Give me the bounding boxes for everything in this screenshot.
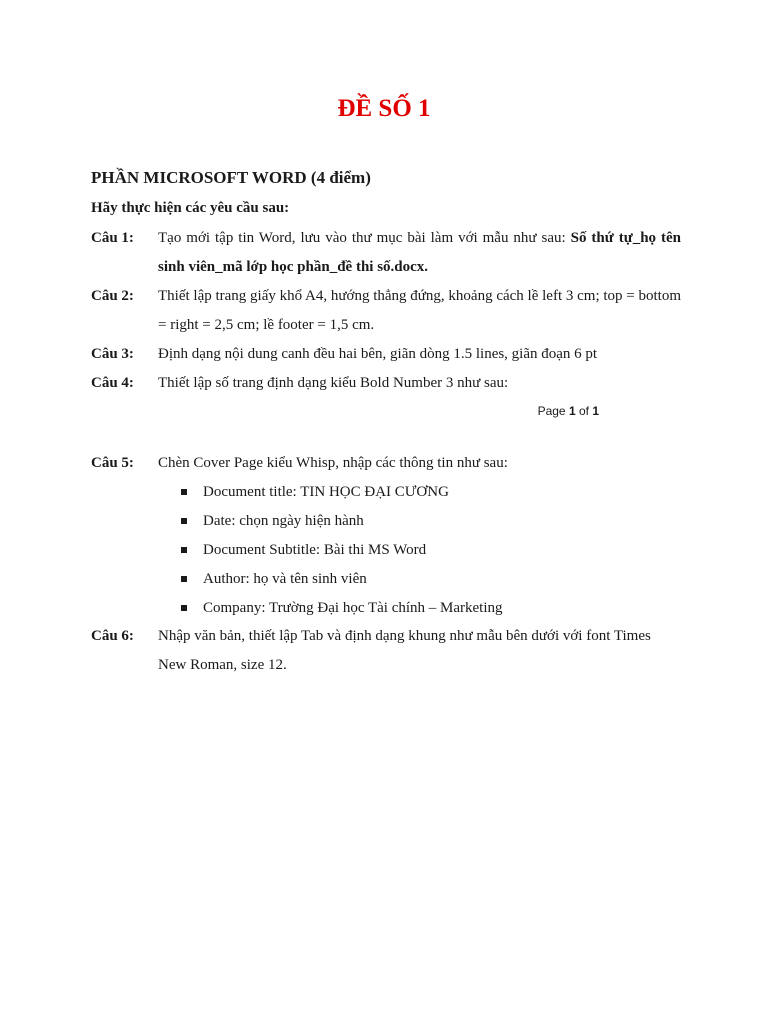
question-3 [91,340,681,369]
list-item: Author: họ và tên sinh viên [181,565,503,594]
square-bullet-icon [181,547,187,553]
list-item: Company: Trường Đại học Tài chính – Marketing [181,594,503,623]
square-bullet-icon [181,489,187,495]
question-label: Câu 3: [91,346,134,362]
question-text: Thiết lập trang giấy khổ A4, hướng thẳng đứng, khoảng cách lề left 3 cm; top = bottom = right = 2,5 cm; lề footer = 1,5 cm. [158,288,681,333]
cover-page-info-list [181,478,503,623]
question-label: Câu 2: [91,288,134,304]
list-item: Document title: TIN HỌC ĐẠI CƯƠNG [181,478,503,507]
question-label: Câu 4: [91,375,134,391]
question-4 [91,369,681,398]
question-label: Câu 6: [91,628,134,644]
question-label: Câu 5: [91,455,134,471]
square-bullet-icon [181,605,187,611]
page-title: ĐỀ SỐ 1 [337,95,431,122]
section-heading: PHẦN MICROSOFT WORD (4 điểm) [91,168,371,187]
question-label: Câu 1: [91,230,134,246]
question-text: Nhập văn bản, thiết lập Tab và định dạng khung như mẫu bên dưới với font Times New Roman, size 12. [158,628,651,673]
question-2 [91,282,681,340]
list-item: Date: chọn ngày hiện hành [181,507,503,536]
question-5 [91,449,681,478]
page-number-sample: Page 1 of 1 [537,404,599,418]
list-item: Document Subtitle: Bài thi MS Word [181,536,503,565]
square-bullet-icon [181,576,187,582]
question-text: Chèn Cover Page kiểu Whisp, nhập các thông tin như sau: [158,455,508,471]
question-1 [91,224,681,282]
filename-format: Số thứ tự_họ tên sinh viên_mã lớp học phần_đề thi số.docx. [158,230,682,275]
question-6 [91,622,681,680]
question-text: Định dạng nội dung canh đều hai bên, giãn dòng 1.5 lines, giãn đoạn 6 pt [158,346,598,362]
instructions: Hãy thực hiện các yêu cầu sau: [91,200,290,216]
question-text: Thiết lập số trang định dạng kiểu Bold Number 3 như sau: [158,375,509,391]
question-text: Tạo mới tập tin Word, lưu vào thư mục bài làm với mẫu như sau: Số thứ tự_họ tên sinh viên_mã lớp học phần_đề thi số.docx. [158,230,682,275]
square-bullet-icon [181,518,187,524]
